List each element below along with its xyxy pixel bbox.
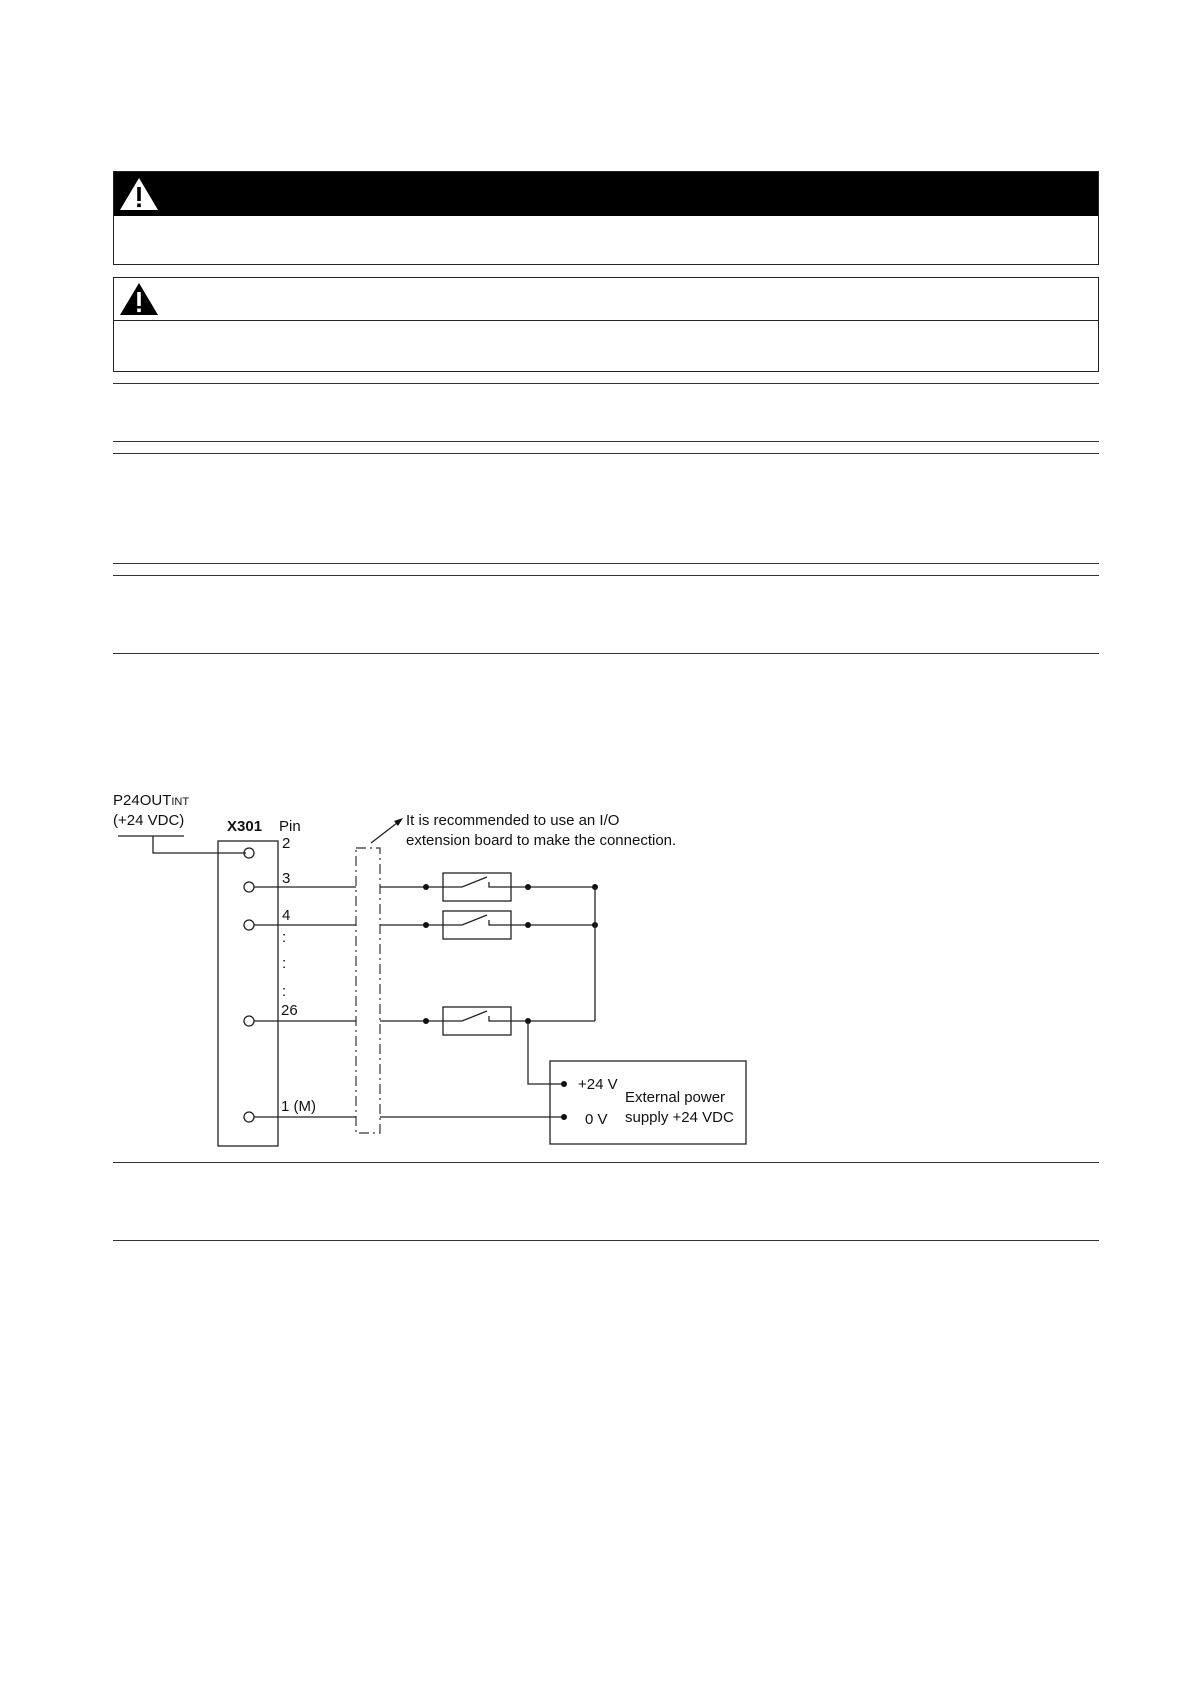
pin-terminal bbox=[244, 882, 254, 892]
pin-label: 1 (M) bbox=[281, 1098, 316, 1115]
ext-zero-label: 0 V bbox=[585, 1111, 608, 1128]
junction-dot bbox=[423, 1018, 429, 1024]
ext-plus-label: +24 V bbox=[578, 1076, 618, 1093]
pin-terminal bbox=[244, 920, 254, 930]
switch-contact bbox=[443, 915, 487, 925]
pin-label: 26 bbox=[281, 1002, 298, 1019]
pin-terminal bbox=[244, 1112, 254, 1122]
pin-label: : bbox=[282, 983, 287, 1000]
junction-dot bbox=[423, 922, 429, 928]
ext-label: External power bbox=[625, 1089, 726, 1106]
plus24-feed bbox=[528, 1021, 564, 1084]
io-extension-board-outline bbox=[356, 848, 380, 1133]
supply-label: P24OUTINT bbox=[113, 792, 190, 809]
pin-label: : bbox=[282, 929, 287, 946]
junction-dot bbox=[561, 1114, 567, 1120]
connector-label: X301 bbox=[227, 818, 263, 835]
switch-contact bbox=[489, 1016, 511, 1021]
callout-text: It is recommended to use an I/O bbox=[406, 812, 620, 829]
ext-label: supply +24 VDC bbox=[625, 1109, 734, 1126]
supply-wire bbox=[153, 836, 246, 853]
switch-contact bbox=[443, 877, 487, 887]
junction-dot bbox=[525, 884, 531, 890]
switch-contact bbox=[489, 882, 511, 887]
pin-terminal bbox=[244, 1016, 254, 1026]
pin-label: 3 bbox=[282, 870, 291, 887]
callout-text: extension board to make the connection. bbox=[406, 832, 677, 849]
supply-voltage-label: (+24 VDC) bbox=[113, 812, 185, 829]
pin-label: : bbox=[282, 955, 287, 972]
pin-label: 2 bbox=[282, 835, 291, 852]
switch-contact bbox=[443, 1011, 487, 1021]
junction-dot bbox=[561, 1081, 567, 1087]
pin-header: Pin bbox=[279, 818, 301, 835]
pin-label: 4 bbox=[282, 907, 291, 924]
junction-dot bbox=[525, 922, 531, 928]
callout-arrow bbox=[371, 823, 397, 843]
switch-contact bbox=[489, 920, 511, 925]
junction-dot bbox=[423, 884, 429, 890]
